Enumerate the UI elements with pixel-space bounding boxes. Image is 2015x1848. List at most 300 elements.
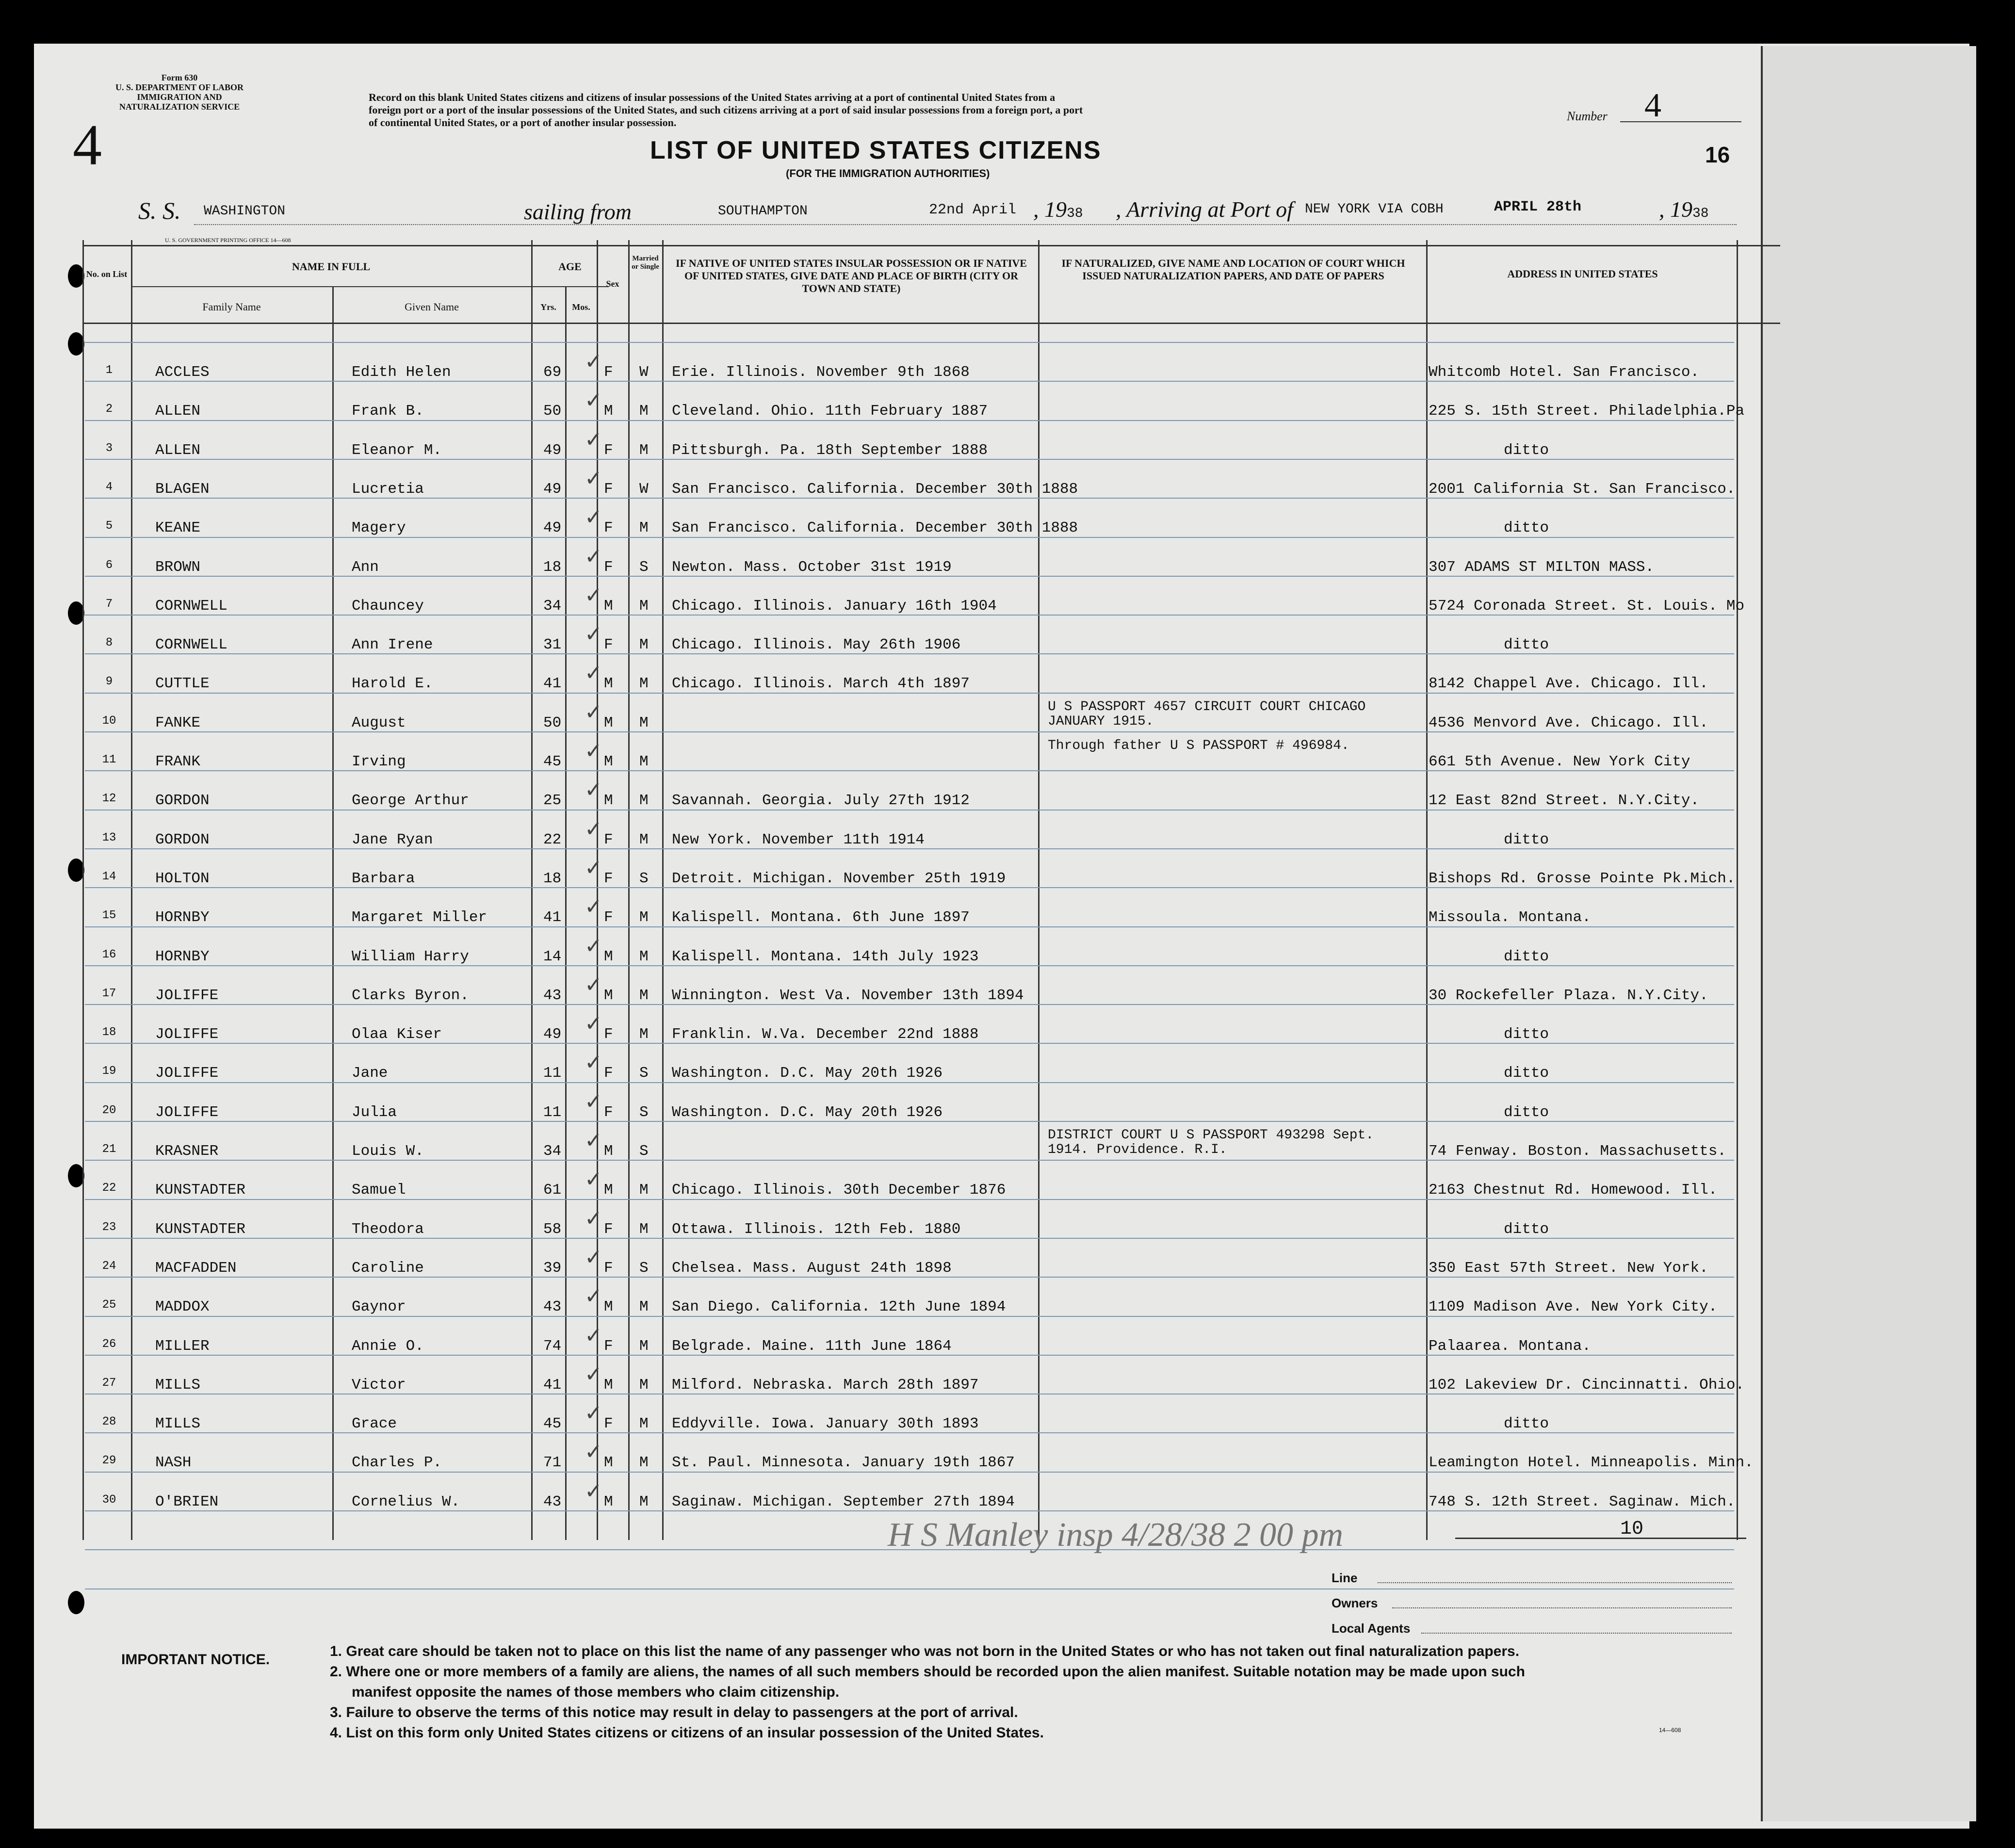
family-name: ALLEN	[155, 441, 201, 459]
sex: M	[604, 714, 613, 731]
col-rule	[662, 240, 664, 1540]
row-number: 28	[102, 1415, 116, 1429]
family-name: CUTTLE	[155, 675, 210, 693]
marital-status: M	[639, 1026, 649, 1043]
sex: M	[604, 948, 613, 965]
row-number: 23	[102, 1220, 116, 1234]
sex: F	[604, 558, 613, 576]
check-mark-icon: ✓	[585, 1401, 602, 1426]
row-rule	[85, 1432, 1734, 1433]
row-rule	[85, 420, 1734, 421]
sex: F	[604, 1026, 613, 1043]
family-name: HOLTON	[155, 870, 210, 887]
margin-number: 4	[73, 113, 102, 177]
given-name: Annie O.	[352, 1337, 424, 1355]
row-rule	[85, 1004, 1734, 1005]
birth-place-date: San Francisco. California. December 30th 1888	[672, 519, 1078, 537]
check-mark-icon: ✓	[585, 1167, 602, 1192]
col-rule	[332, 286, 334, 1540]
marital-status: M	[639, 403, 649, 420]
header-address: ADDRESS IN UNITED STATES	[1507, 268, 1658, 280]
given-name: Grace	[352, 1415, 397, 1433]
address: Whitcomb Hotel. San Francisco.	[1429, 364, 1700, 381]
header-name-in-full: NAME IN FULL	[292, 260, 371, 273]
marital-status: M	[639, 1182, 649, 1199]
given-name: August	[352, 714, 406, 731]
address: ditto	[1504, 441, 1549, 459]
check-mark-icon: ✓	[585, 388, 602, 413]
check-mark-icon: ✓	[585, 894, 602, 920]
marital-status: S	[639, 1065, 649, 1082]
address: ditto	[1504, 1220, 1549, 1238]
notice-item-2-cont: manifest opposite the names of those members who claim citizenship.	[352, 1684, 840, 1700]
row-rule	[85, 1472, 1734, 1473]
address: ditto	[1504, 1065, 1549, 1082]
row-rule	[85, 965, 1734, 966]
header-married: Married or Single	[632, 255, 659, 271]
check-mark-icon: ✓	[585, 1478, 602, 1504]
sex: F	[604, 1415, 613, 1433]
address: 2001 California St. San Francisco.	[1429, 480, 1736, 498]
family-name: MADDOX	[155, 1298, 210, 1316]
family-name: HORNBY	[155, 948, 210, 965]
check-mark-icon: ✓	[585, 1440, 602, 1465]
row-rule	[85, 1043, 1734, 1044]
birth-place-date: Kalispell. Montana. 14th July 1923	[672, 948, 979, 965]
check-mark-icon: ✓	[585, 544, 602, 569]
row-rule	[85, 1160, 1734, 1161]
address: ditto	[1504, 1026, 1549, 1043]
family-name: JOLIFFE	[155, 1026, 219, 1043]
row-rule	[85, 848, 1734, 849]
given-name: Chauncey	[352, 597, 424, 615]
ss-label: S. S.	[138, 197, 181, 224]
age-years: 11	[543, 1103, 562, 1121]
marital-status: M	[639, 1415, 649, 1433]
sex: M	[604, 1182, 613, 1199]
given-name: Margaret Miller	[352, 909, 488, 926]
sex: M	[604, 792, 613, 810]
notice-item-3: 3. Failure to observe the terms of this notice may result in delay to passengers at the port of arrival.	[330, 1704, 1018, 1720]
row-number: 12	[102, 792, 116, 806]
sex: M	[604, 1298, 613, 1316]
check-mark-icon: ✓	[585, 933, 602, 958]
sex: M	[604, 597, 613, 615]
date-to: APRIL 28th	[1494, 199, 1582, 215]
header-age: AGE	[558, 260, 582, 273]
row-rule	[85, 498, 1734, 499]
age-years: 41	[543, 909, 562, 926]
check-mark-icon: ✓	[585, 739, 602, 763]
birth-place-date: Cleveland. Ohio. 11th February 1887	[672, 403, 988, 420]
marital-status: M	[639, 1298, 649, 1316]
row-number: 11	[102, 753, 116, 766]
family-name: GORDON	[155, 792, 210, 810]
marital-status: M	[639, 948, 649, 965]
check-mark-icon: ✓	[585, 1050, 602, 1075]
row-number: 13	[102, 831, 116, 844]
header-birth: IF NATIVE OF UNITED STATES INSULAR POSSESSION OR IF NATIVE OF UNITED STATES, GIVE DATE AND PLACE OF BIRTH (CITY OR TOWN AND STATE)	[676, 257, 1027, 294]
given-name: Olaa Kiser	[352, 1026, 442, 1043]
marital-status: M	[639, 753, 649, 770]
check-mark-icon: ✓	[585, 661, 602, 686]
col-rule	[1426, 240, 1428, 1540]
row-number: 24	[102, 1259, 116, 1273]
check-mark-icon: ✓	[585, 1011, 602, 1037]
age-years: 50	[543, 403, 562, 420]
row-number: 5	[105, 519, 113, 533]
col-rule	[565, 286, 567, 1540]
check-mark-icon: ✓	[585, 778, 602, 803]
port-to: NEW YORK VIA COBH	[1305, 202, 1444, 217]
age-years: 74	[543, 1337, 562, 1355]
birth-place-date: Kalispell. Montana. 6th June 1897	[672, 909, 970, 926]
birth-place-date: Chelsea. Mass. August 24th 1898	[672, 1259, 952, 1277]
birth-place-date: Ottawa. Illinois. 12th Feb. 1880	[672, 1220, 961, 1238]
row-rule	[85, 1316, 1734, 1317]
address: 5724 Coronada Street. St. Louis. Mo	[1429, 597, 1745, 615]
family-name: FANKE	[155, 714, 201, 731]
header-given-name: Given Name	[405, 301, 459, 313]
age-years: 69	[543, 364, 562, 381]
row-number: 1	[105, 364, 113, 377]
form-identifier: Form 630 U. S. DEPARTMENT OF LABOR IMMIGRATION AND NATURALIZATION SERVICE	[115, 73, 244, 112]
age-years: 31	[543, 636, 562, 654]
col-rule	[1038, 240, 1040, 1540]
check-mark-icon: ✓	[585, 1206, 602, 1231]
form-code: 14—608	[1659, 1727, 1681, 1734]
age-years: 11	[543, 1065, 562, 1082]
given-name: Edith Helen	[352, 364, 451, 381]
marital-status: S	[639, 558, 649, 576]
given-name: William Harry	[352, 948, 469, 965]
owners-field	[1392, 1607, 1732, 1608]
age-years: 43	[543, 1493, 562, 1510]
family-name: JOLIFFE	[155, 1103, 219, 1121]
family-name: MILLS	[155, 1376, 201, 1394]
check-mark-icon: ✓	[585, 1362, 602, 1387]
sex: M	[604, 1143, 613, 1160]
given-name: Irving	[352, 753, 406, 770]
inspector-signature: H S Manley insp 4/28/38 2 00 pm	[888, 1516, 1344, 1554]
marital-status: M	[639, 519, 649, 537]
row-number: 17	[102, 987, 116, 1000]
given-name: Jane	[352, 1065, 388, 1082]
row-rule	[85, 1238, 1734, 1239]
sex: F	[604, 870, 613, 887]
sex: F	[604, 1065, 613, 1082]
check-mark-icon: ✓	[585, 466, 602, 491]
marital-status: M	[639, 1337, 649, 1355]
check-mark-icon: ✓	[585, 583, 602, 608]
number-label: Number	[1567, 109, 1608, 123]
given-name: Cornelius W.	[352, 1493, 460, 1510]
row-number: 9	[105, 675, 113, 689]
birth-place-date: Franklin. W.Va. December 22nd 1888	[672, 1026, 979, 1043]
sex: M	[604, 987, 613, 1004]
sex: M	[604, 1376, 613, 1394]
address: Bishops Rd. Grosse Pointe Pk.Mich.	[1429, 870, 1736, 887]
row-rule	[85, 615, 1734, 616]
family-name: NASH	[155, 1454, 192, 1472]
row-number: 30	[102, 1493, 116, 1507]
sex: M	[604, 403, 613, 420]
address: ditto	[1504, 636, 1549, 654]
age-years: 14	[543, 948, 562, 965]
year-from: , 1938	[1033, 197, 1083, 222]
age-years: 49	[543, 441, 562, 459]
notice-item-4: 4. List on this form only United States citizens or citizens of an insular possession of the United States.	[330, 1725, 1044, 1741]
age-years: 34	[543, 1143, 562, 1160]
header-yrs: Yrs.	[540, 302, 556, 312]
row-number: 2	[105, 403, 113, 416]
marital-status: M	[639, 597, 649, 615]
row-number: 27	[102, 1376, 116, 1390]
marital-status: M	[639, 675, 649, 693]
given-name: Eleanor M.	[352, 441, 442, 459]
row-rule	[85, 887, 1734, 888]
address: ditto	[1504, 1103, 1549, 1121]
row-number: 20	[102, 1103, 116, 1117]
list-title: LIST OF UNITED STATES CITIZENS	[650, 136, 1102, 164]
number-underline	[1620, 121, 1741, 122]
marital-status: M	[639, 987, 649, 1004]
address: 661 5th Avenue. New York City	[1429, 753, 1690, 770]
birth-place-date: Milford. Nebraska. March 28th 1897	[672, 1376, 979, 1394]
given-name: Samuel	[352, 1182, 406, 1199]
family-name: O'BRIEN	[155, 1493, 219, 1510]
marital-status: M	[639, 1376, 649, 1394]
passenger-count: 10	[1620, 1518, 1644, 1540]
row-rule	[85, 1510, 1734, 1511]
row-number: 16	[102, 948, 116, 961]
notice-item-2: 2. Where one or more members of a family are aliens, the names of all such members should be recorded upon the alien manifest. Suitable notation may be made upon such	[330, 1664, 1525, 1680]
marital-status: S	[639, 1103, 649, 1121]
page-edge	[1761, 46, 1976, 1821]
sex: M	[604, 1493, 613, 1510]
row-rule	[85, 653, 1734, 654]
birth-place-date: Chicago. Illinois. 30th December 1876	[672, 1182, 1006, 1199]
marital-status: S	[639, 870, 649, 887]
address: 307 ADAMS ST MILTON MASS.	[1429, 558, 1655, 576]
age-years: 58	[543, 1220, 562, 1238]
family-name: CORNWELL	[155, 597, 228, 615]
row-number: 21	[102, 1143, 116, 1156]
row-number: 22	[102, 1182, 116, 1195]
birth-place-date: Chicago. Illinois. January 16th 1904	[672, 597, 997, 615]
sex: F	[604, 519, 613, 537]
family-name: BROWN	[155, 558, 201, 576]
col-rule	[1737, 240, 1738, 1540]
check-mark-icon: ✓	[585, 1245, 602, 1270]
birth-place-date: San Diego. California. 12th June 1894	[672, 1298, 1006, 1316]
sex: F	[604, 1259, 613, 1277]
printing-office: U. S. GOVERNMENT PRINTING OFFICE 14—608	[165, 237, 291, 243]
row-number: 15	[102, 909, 116, 923]
check-mark-icon: ✓	[585, 855, 602, 880]
sex: F	[604, 909, 613, 926]
age-years: 71	[543, 1454, 562, 1472]
address: ditto	[1504, 948, 1549, 965]
marital-status: M	[639, 1454, 649, 1472]
marital-status: S	[639, 1143, 649, 1160]
line-field	[1378, 1582, 1732, 1583]
address: Palaarea. Montana.	[1429, 1337, 1591, 1355]
given-name: Louis W.	[352, 1143, 424, 1160]
col-rule	[531, 240, 533, 1540]
check-mark-icon: ✓	[585, 427, 602, 452]
check-mark-icon: ✓	[585, 972, 602, 997]
row-rule	[85, 810, 1734, 811]
birth-place-date: Chicago. Illinois. May 26th 1906	[672, 636, 961, 654]
line-label: Line	[1332, 1571, 1358, 1585]
check-mark-icon: ✓	[585, 1284, 602, 1309]
owners-label: Owners	[1332, 1596, 1378, 1610]
row-rule	[85, 381, 1734, 382]
row-rule	[85, 1082, 1734, 1083]
address: Leamington Hotel. Minneapolis. Minn.	[1429, 1454, 1754, 1472]
birth-place-date: Detroit. Michigan. November 25th 1919	[672, 870, 1006, 887]
age-years: 39	[543, 1259, 562, 1277]
agents-label: Local Agents	[1332, 1621, 1411, 1636]
header-naturalized: IF NATURALIZED, GIVE NAME AND LOCATION OF COURT WHICH ISSUED NATURALIZATION PAPERS, AND DATE OF PAPERS	[1061, 257, 1405, 282]
naturalization-info: Through father U S PASSPORT # 496984.	[1048, 738, 1349, 753]
row-rule	[85, 693, 1734, 694]
table-top-border	[82, 245, 1780, 246]
row-rule	[85, 926, 1734, 927]
row-number: 4	[105, 480, 113, 494]
sex: F	[604, 831, 613, 848]
table-header-border	[82, 323, 1780, 324]
address: 30 Rockefeller Plaza. N.Y.City.	[1429, 987, 1708, 1004]
family-name: MILLER	[155, 1337, 210, 1355]
birth-place-date: Pittsburgh. Pa. 18th September 1888	[672, 441, 988, 459]
sex: F	[604, 1220, 613, 1238]
row-rule	[85, 731, 1734, 732]
address: 225 S. 15th Street. Philadelphia.Pa	[1429, 403, 1745, 420]
check-mark-icon: ✓	[585, 1128, 602, 1153]
row-rule	[85, 459, 1734, 460]
given-name: Theodora	[352, 1220, 424, 1238]
address: 2163 Chestnut Rd. Homewood. Ill.	[1429, 1182, 1718, 1199]
birth-place-date: San Francisco. California. December 30th 1888	[672, 480, 1078, 498]
given-name: Ann	[352, 558, 379, 576]
address: ditto	[1504, 831, 1549, 848]
row-number: 10	[102, 714, 116, 728]
col-rule	[82, 240, 84, 1540]
arriving-label: , Arriving at Port of	[1116, 197, 1293, 222]
punch-hole	[68, 264, 84, 288]
age-years: 18	[543, 870, 562, 887]
family-name: KUNSTADTER	[155, 1220, 246, 1238]
family-name: FRANK	[155, 753, 201, 770]
family-name: JOLIFFE	[155, 987, 219, 1004]
marital-status: W	[639, 364, 649, 381]
age-years: 49	[543, 519, 562, 537]
given-name: Ann Irene	[352, 636, 433, 654]
punch-hole	[68, 859, 84, 882]
row-rule	[85, 1199, 1734, 1200]
sailing-label: sailing from	[524, 199, 632, 224]
given-name: Charles P.	[352, 1454, 442, 1472]
punch-hole	[68, 1591, 84, 1614]
sex: F	[604, 441, 613, 459]
birth-place-date: Washington. D.C. May 20th 1926	[672, 1065, 943, 1082]
age-years: 50	[543, 714, 562, 731]
sex: F	[604, 364, 613, 381]
family-name: HORNBY	[155, 909, 210, 926]
check-mark-icon: ✓	[585, 699, 602, 725]
page-number: 16	[1705, 142, 1730, 167]
header-sex: Sex	[606, 279, 619, 289]
given-name: Frank B.	[352, 403, 424, 420]
port-from: SOUTHAMPTON	[718, 204, 808, 219]
age-years: 49	[543, 1026, 562, 1043]
address: 748 S. 12th Street. Saginaw. Mich.	[1429, 1493, 1736, 1510]
row-rule	[85, 1355, 1734, 1356]
naturalization-info: U S PASSPORT 4657 CIRCUIT COURT CHICAGO JANUARY 1915.	[1048, 699, 1366, 729]
family-name: GORDON	[155, 831, 210, 848]
given-name: Harold E.	[352, 675, 433, 693]
check-mark-icon: ✓	[585, 349, 602, 374]
birth-place-date: Saginaw. Michigan. September 27th 1894	[672, 1493, 1015, 1510]
age-years: 18	[543, 558, 562, 576]
count-rule	[1455, 1538, 1746, 1539]
col-rule	[628, 240, 630, 1540]
marital-status: S	[639, 1259, 649, 1277]
address: 12 East 82nd Street. N.Y.City.	[1429, 792, 1700, 810]
given-name: Caroline	[352, 1259, 424, 1277]
age-years: 45	[543, 753, 562, 770]
age-years: 61	[543, 1182, 562, 1199]
header-family-name: Family Name	[202, 301, 261, 313]
given-name: Magery	[352, 519, 406, 537]
family-name: KUNSTADTER	[155, 1182, 246, 1199]
given-name: Lucretia	[352, 480, 424, 498]
birth-place-date: Savannah. Georgia. July 27th 1912	[672, 792, 970, 810]
age-years: 43	[543, 1298, 562, 1316]
family-name: ALLEN	[155, 403, 201, 420]
birth-place-date: Winnington. West Va. November 13th 1894	[672, 987, 1024, 1004]
birth-place-date: Belgrade. Maine. 11th June 1864	[672, 1337, 952, 1355]
year-to: , 1938	[1659, 197, 1709, 222]
family-name: KRASNER	[155, 1143, 219, 1160]
row-rule	[85, 537, 1734, 538]
birth-place-date: Newton. Mass. October 31st 1919	[672, 558, 952, 576]
marital-status: W	[639, 480, 649, 498]
family-name: ACCLES	[155, 364, 210, 381]
notice-heading: IMPORTANT NOTICE.	[121, 1652, 270, 1668]
given-name: Julia	[352, 1103, 397, 1121]
age-years: 45	[543, 1415, 562, 1433]
row-number: 14	[102, 870, 116, 883]
row-number: 8	[105, 636, 113, 650]
address: 102 Lakeview Dr. Cincinnatti. Ohio.	[1429, 1376, 1745, 1394]
sex: F	[604, 480, 613, 498]
number-value: 4	[1644, 87, 1661, 124]
sex: M	[604, 675, 613, 693]
header-no: No. on List	[86, 269, 128, 279]
notice-item-1: 1. Great care should be taken not to place on this list the name of any passenger who was not born in the United States or who has not taken out final naturalization papers.	[330, 1643, 1520, 1659]
punch-hole	[68, 1164, 84, 1187]
family-name: BLAGEN	[155, 480, 210, 498]
marital-status: M	[639, 792, 649, 810]
voyage-underline	[194, 224, 1737, 225]
sex: F	[604, 1337, 613, 1355]
row-rule	[85, 342, 1734, 343]
given-name: Jane Ryan	[352, 831, 433, 848]
family-name: MACFADDEN	[155, 1259, 237, 1277]
